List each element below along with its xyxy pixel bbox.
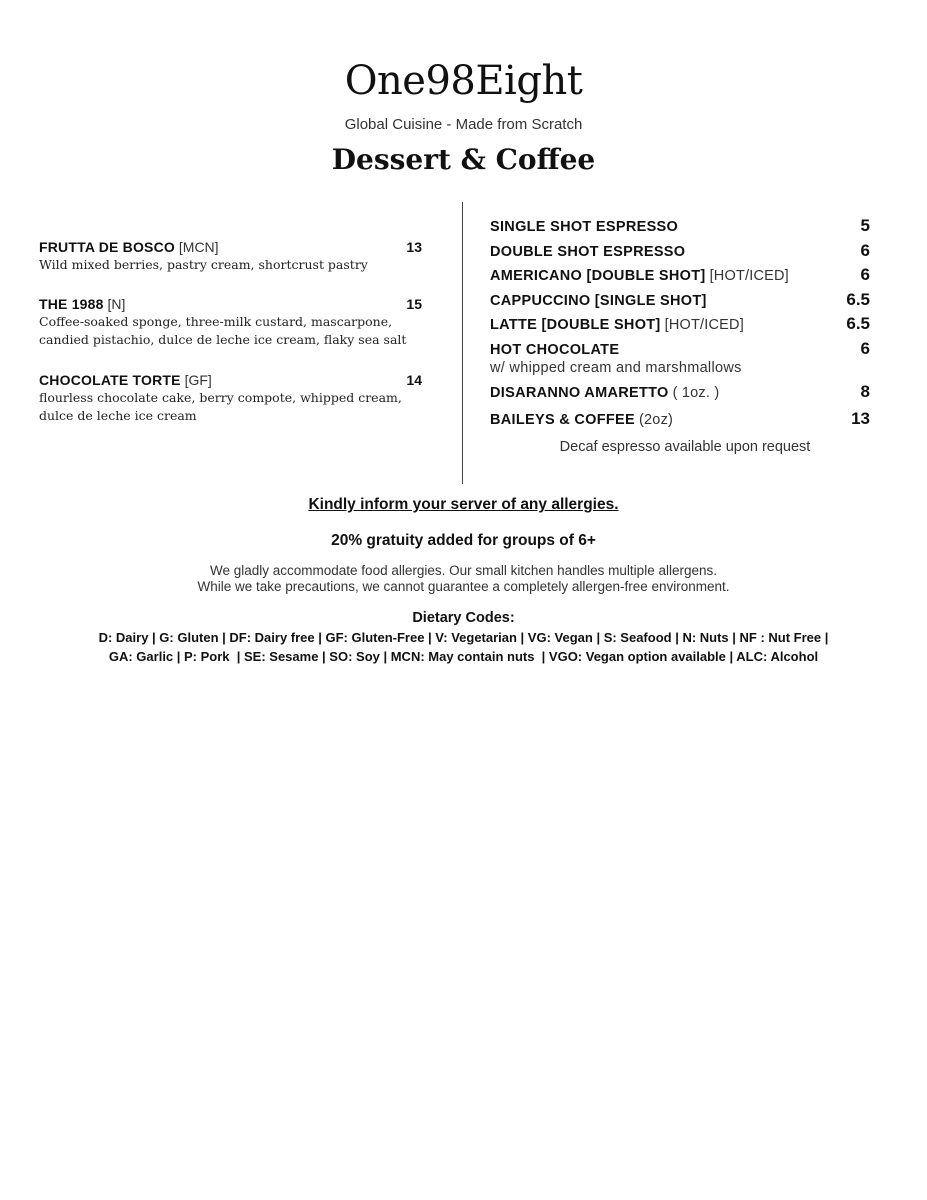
coffee-title [490, 385, 719, 401]
dessert-header [39, 238, 422, 256]
decaf-note: Decaf espresso available upon request [559, 439, 811, 455]
dessert-price: 15 [406, 296, 422, 312]
dietary-codes-heading: Dietary Codes: [412, 610, 515, 626]
coffee-name: DOUBLE SHOT ESPRESSO [490, 243, 686, 260]
coffee-item [490, 382, 870, 409]
dessert-header [39, 295, 422, 313]
menu-title: Dessert & Coffee [331, 143, 596, 176]
coffee-title [490, 268, 789, 284]
column-divider [462, 202, 463, 484]
dietary-codes-line: GA: Garlic | P: Pork | SE: Sesame | SO: Soy | MCN: May contain nuts | VGO: Vegan option available | ALC: Alcohol [108, 649, 819, 664]
coffee-item [490, 314, 870, 339]
coffee-price: 13 [851, 408, 870, 428]
coffee-item [490, 409, 870, 434]
dessert-dietary-tag: [MCN] [178, 239, 219, 255]
coffee-price: 6 [860, 338, 870, 358]
coffee-note: w/ whipped cream and marshmallows [490, 359, 742, 376]
coffee-list [490, 216, 870, 433]
coffee-item [490, 339, 870, 360]
dessert-name: CHOCOLATE TORTE [39, 372, 181, 388]
dietary-codes-legend [0, 628, 927, 666]
dessert-title [39, 371, 212, 389]
coffee-name: DISARANNO AMARETTO [490, 384, 669, 401]
dessert-header [39, 371, 422, 389]
dessert-description: Wild mixed berries, pastry cream, shortcrust pastry [39, 257, 368, 272]
coffee-price: 6.5 [846, 289, 870, 309]
coffee-price: 6 [860, 265, 870, 284]
coffee-name: CAPPUCCINO [SINGLE SHOT] [490, 292, 707, 309]
coffee-price: 6 [860, 240, 870, 260]
dessert-name: FRUTTA DE BOSCO [39, 239, 175, 255]
coffee-item [490, 290, 870, 315]
coffee-serving-tag: [HOT/ICED] [664, 317, 744, 333]
dessert-price: 13 [406, 239, 422, 255]
coffee-title [490, 293, 707, 309]
coffee-title [490, 317, 744, 333]
dessert-description: flourless chocolate cake, berry compote, whipped cream, dulce de leche ice cream [39, 390, 402, 423]
coffee-price: 8 [860, 381, 870, 401]
gratuity-notice: 20% gratuity added for groups of 6+ [331, 532, 596, 549]
coffee-name: AMERICANO [DOUBLE SHOT] [490, 268, 706, 284]
dietary-codes-line: D: Dairy | G: Gluten | DF: Dairy free | GF: Gluten-Free | V: Vegetarian | VG: Vegan | S: Seafood | N: Nuts | NF : Nut Free | [98, 630, 829, 645]
allergy-disclaimer-line: While we take precautions, we cannot guarantee a completely allergen-free environment. [197, 579, 730, 594]
coffee-item [490, 216, 870, 241]
coffee-serving-tag: ( 1oz. ) [672, 384, 720, 401]
coffee-name: LATTE [DOUBLE SHOT] [490, 317, 661, 333]
coffee-name: BAILEYS & COFFEE [490, 411, 635, 428]
allergy-disclaimer-line: We gladly accommodate food allergies. Our small kitchen handles multiple allergens. [209, 563, 717, 578]
dessert-title [39, 295, 125, 313]
restaurant-name: One98Eight [344, 58, 583, 104]
dessert-title [39, 238, 219, 256]
allergy-heading: Kindly inform your server of any allergies. [308, 496, 619, 513]
coffee-item [490, 265, 870, 290]
dessert-item [39, 295, 422, 349]
dessert-dietary-tag: [N] [107, 296, 126, 312]
dessert-name: THE 1988 [39, 296, 104, 312]
coffee-serving-tag: (2oz) [639, 411, 674, 428]
coffee-title [490, 219, 678, 235]
coffee-title [490, 342, 619, 358]
allergy-disclaimer [0, 563, 927, 595]
coffee-title [490, 412, 673, 428]
dessert-item [39, 238, 422, 274]
dessert-price: 14 [406, 372, 422, 388]
dessert-item [39, 371, 422, 425]
coffee-price: 6.5 [846, 314, 870, 333]
restaurant-tagline: Global Cuisine - Made from Scratch [344, 116, 583, 133]
dessert-dietary-tag: [GF] [184, 372, 212, 388]
coffee-serving-tag: [HOT/ICED] [709, 268, 789, 284]
coffee-name: HOT CHOCOLATE [490, 341, 620, 358]
coffee-price: 5 [860, 216, 870, 235]
coffee-item [490, 241, 870, 266]
dessert-description: Coffee-soaked sponge, three-milk custard, mascarpone, candied pistachio, dulce de leche ice cream, flaky sea salt [39, 314, 407, 347]
coffee-name: SINGLE SHOT ESPRESSO [490, 219, 679, 235]
coffee-title [490, 244, 685, 260]
